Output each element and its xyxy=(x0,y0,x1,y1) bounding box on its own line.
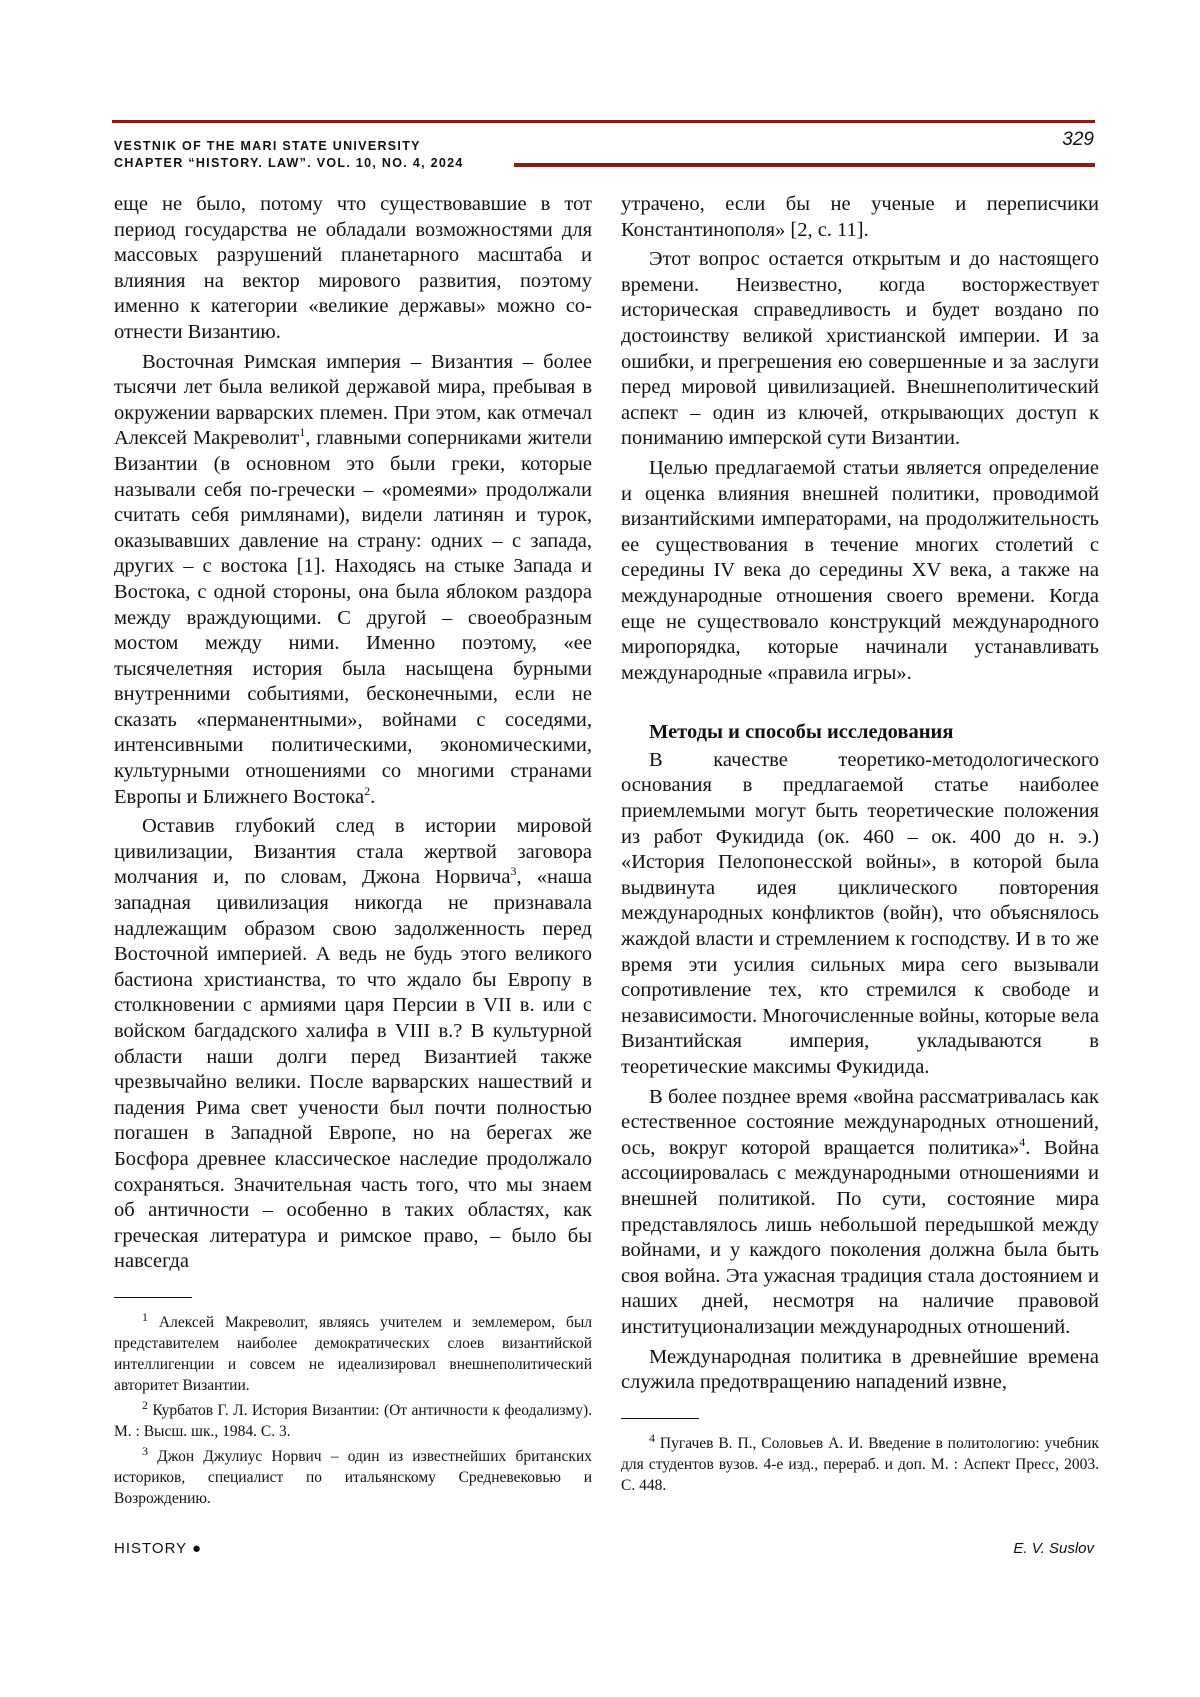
footer-author: E. V. Suslov xyxy=(1013,1540,1094,1557)
header-right-rule xyxy=(514,163,1095,167)
paragraph: утрачено, если бы не ученые и переписчики Константинополя» [2, с. 11]. xyxy=(621,193,1099,241)
paragraph: Международная политика в древнейшие времена служила предотвращению нападений извне, xyxy=(621,1345,1099,1394)
header-top-rule xyxy=(112,120,1095,123)
footer-section: HISTORY ● xyxy=(114,1540,203,1557)
footnote-divider xyxy=(114,1297,192,1298)
paragraph: Оставив глубокий след в истории мировой цивилизации, Византия стала жертвой заговора молчания и, по словам, Джона Норвича$^3$, «наша западная цивилизация никогда не признавала надлежащим образом свою задолженность перед Восточной империей. А ведь не будь этого великого бастиона христианства, то что ждало бы Европу в столкновении с армиями царя Персии в VII в. или с войском багдадского халифа в VIII в.? В культурной области наши долги перед Византией также чрезвычайно велики. После варварских нашествий и падения Рима свет учености был почти полностью погашен в Западной Европе, но на берегах же Босфора древнее классическое наследие продолжало сохраняться. Значительная часть того, что мы знаем об античности – особенно в таких областях, как греческая литература и римское право, – было бы навсегда xyxy=(114,815,592,1273)
page-number: 329 xyxy=(1062,129,1094,150)
section-heading: Методы и способы исследования xyxy=(649,721,954,744)
paragraph: Восточная Римская империя – Византия – более тысячи лет была великой державой мира, пребывая в окружении варварских племен. При этом, как отмечал Алексей Макреволит$^1$, главными соперниками жители Византии (в основном это были греки, которые называли себя по-гречески – «ромеями» продолжали считать себя римлянами), видели латинян и турок, оказывавших давление на страну: одних – с запада, других – с востока [1]. Находясь на стыке Запада и Востока, с одной стороны, она была яблоком раздора между враждующими. С другой – своеобразным мостом между ними. Именно поэтому, «ее тысячелетняя история была насыщена бурными внутренними событиями, бесконечными, если не сказать «перманентными», войнами с соседями, интенсивными политическими, экономическими, культурными отношениями со многими странами Европы и Ближнего Востока$^2$. xyxy=(114,350,592,808)
paragraph: В более позднее время «война рассматривалась как естественное состояние международных отношений, ось, вокруг которой вращается политика»$^4$. Война ассоциировалась с международными отношениями и внешней политикой. По сути, состояние мира представлялось лишь небольшой передышкой между войнами, и у каждого поколения должна была быть своя война. Эта ужасная традиция стала достоянием и наших дней, несмотря на наличие правовой институционализации международных отношений. xyxy=(621,1085,1099,1338)
journal-title-line2: CHAPTER “HISTORY. LAW”. VOL. 10, NO. 4, 2024 xyxy=(114,156,464,170)
right-column xyxy=(621,192,1099,1500)
journal-title-line1: VESTNIK OF THE MARI STATE UNIVERSITY xyxy=(114,139,421,153)
footnote-ref[interactable]: 2 xyxy=(364,783,371,798)
journal-title xyxy=(114,138,464,172)
footnote-ref[interactable]: 3 xyxy=(510,864,517,879)
footnote-ref[interactable]: 1 xyxy=(299,425,306,440)
paragraph: Целью предлагаемой статьи является определение и оценка влияния внешней политики, проводимой византийскими императорами, на продолжительность ее существования в течение многих столетий с середины IV века до середины XV века, а также на международные отношения своего времени. Когда еще не существовало конструкций международного миропорядка, которые начинали устанавливать международные «правила игры». xyxy=(621,456,1099,684)
paragraph: еще не было, потому что существовавшие в тот период государства не обладали возможностями для массовых разрушений планетарного масштаба и влияния на вектор мирового развития, поэтому именно к категории «великие державы» можно со-отнести Византию. xyxy=(114,193,592,343)
paragraph: Этот вопрос остается открытым и до настоящего времени. Неизвестно, когда восторжествует историческая справедливость и будет воздано по достоинству великой христианской империи. И за ошибки, и прегрешения ею совершенные и за заслуги перед мировой цивилизацией. Внешнеполитический аспект – один из ключей, открывающих доступ к пониманию имперской сути Византии. xyxy=(621,248,1099,450)
footnote: $^2$ Курбатов Г. Л. История Византии: (От античности к феодализму). М. : Высш. шк., 1984. С. 3. xyxy=(114,1397,592,1440)
footnote-ref[interactable]: 4 xyxy=(1019,1134,1026,1149)
footnote-divider xyxy=(621,1418,699,1419)
footnote: $^4$ Пугачев В. П., Соловьев А. И. Введение в политологию: учебник для студентов вузов. 4-е изд., перераб. и доп. М. : Аспект Пресс, 2003. С. 448. xyxy=(621,1430,1099,1494)
footnote: $^3$ Джон Джулиус Норвич – один из известнейших британских историков, специалист по итальянскому Средневековью и Возрождению. xyxy=(114,1443,592,1507)
footnote: $^1$ Алексей Макреволит, являясь учителем и землемером, был представителем наиболее демократических слоев византийской интеллигенции и совсем не идеализировал внешнеполитический авторитет Византии. xyxy=(114,1309,592,1394)
paragraph: В качестве теоретико-методологического основания в предлагаемой статье наиболее приемлемыми могут быть теоретические положения из работ Фукидида (ок. 460 – ок. 400 до н. э.) «История Пелопонесской войны», в которой была выдвинута идея циклического повторения международных конфликтов (войн), что объяснялось жаждой власти и стремлением к господству. И в то же время эти усилия сильных мира сего вызывали сопротивление тех, кто стремился к свободе и независимости. Многочисленные войны, которые вела Византийская империя, укладываются в теоретические максимы Фукидида. xyxy=(621,748,1099,1078)
left-column xyxy=(114,192,592,1513)
